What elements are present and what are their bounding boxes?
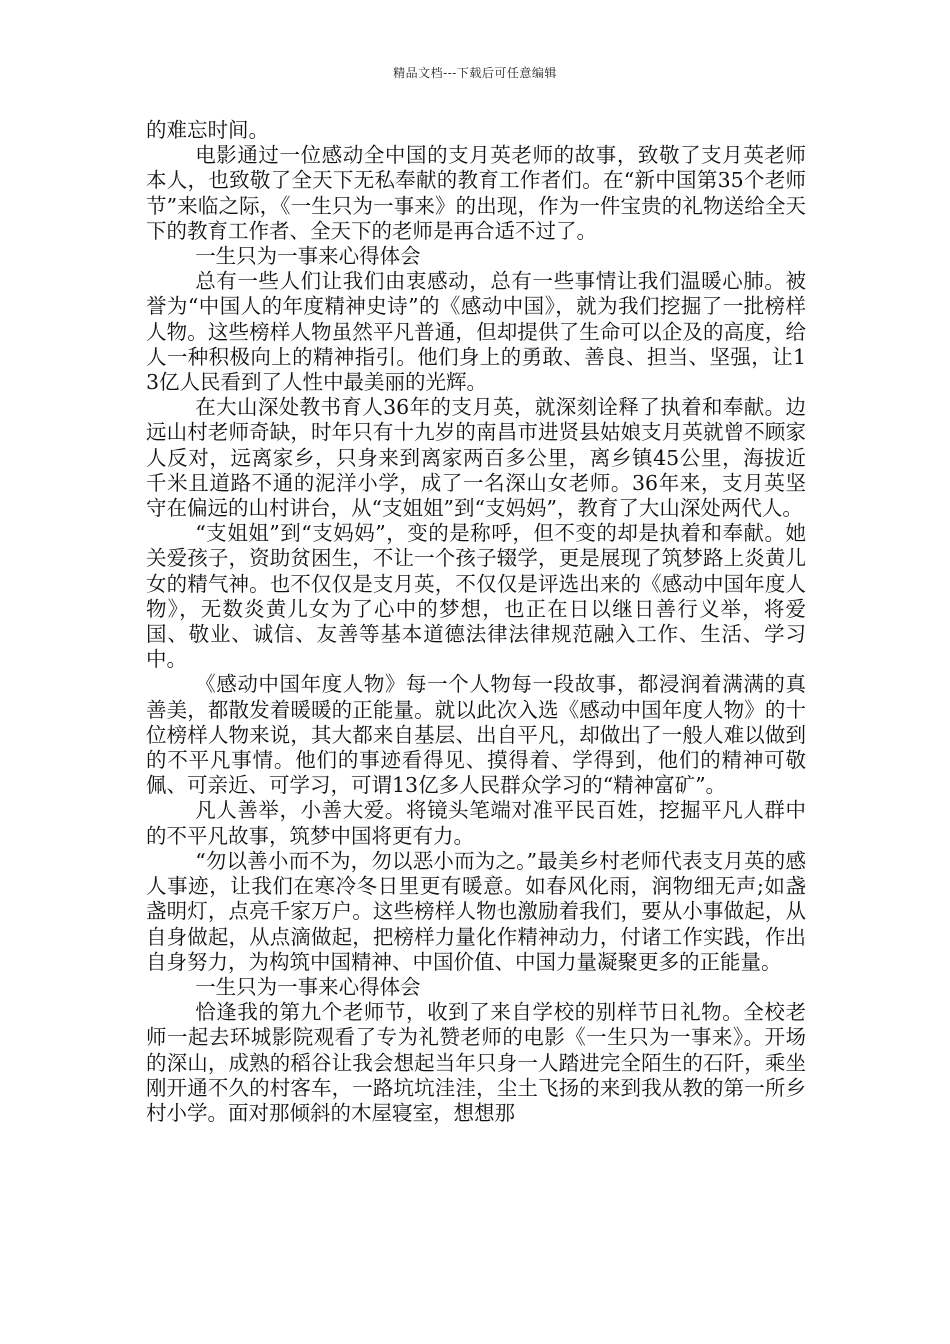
paragraph-continuation: 的难忘时间。 [146, 118, 269, 142]
paragraph: 在大山深处教书育人36年的支月英，就深刻诠释了执着和奉献。边远山村老师奇缺，时年只有十九岁的南昌市进贤县姑娘支月英就曾不顾家人反对，远离家乡，只身来到离家两百多公里，离乡镇45公里，海拔近千米且道路不通的泥洋小学，成了一名深山女老师。36年来，支月英坚守在偏远的山村讲台，从“支姐姐”到“支妈妈”，教育了大山深处两代人。 [146, 395, 806, 521]
paragraph: “支姐姐”到“支妈妈”，变的是称呼，但不变的却是执着和奉献。她关爱孩子，资助贫困生，不让一个孩子辍学，更是展现了筑梦路上炎黄儿女的精气神。也不仅仅是支月英，不仅仅是评选出来的《感动中国年度人物》，无数炎黄儿女为了心中的梦想，也正在日以继日善行义举，将爱国、敬业、诚信、友善等基本道德法律法律规范融入工作、生活、学习中。 [146, 521, 806, 672]
section-heading: 一生只为一事来心得体会 [195, 974, 421, 999]
paragraph: 《感动中国年度人物》每一个人物每一段故事，都浸润着满满的真善美，都散发着暖暖的正能量。就以此次入选《感动中国年度人物》的十位榜样人物来说，其大都来自基层、出自平凡，却做出了一般人难以做到的不平凡事情。他们的事迹看得见、摸得着、学得到，他们的精神可敬佩、可亲近、可学习，可谓13亿多人民群众学习的“精神富矿”。 [146, 672, 806, 798]
document-body [146, 118, 806, 1126]
paragraph: 恰逢我的第九个老师节，收到了来自学校的别样节日礼物。全校老师一起去环城影院观看了专为礼赞老师的电影《一生只为一事来》。开场的深山，成熟的稻谷让我会想起当年只身一人踏进完全陌生的石阡，乘坐刚开通不久的村客车，一路坑坑洼洼，尘土飞扬的来到我从教的第一所乡村小学。面对那倾斜的木屋寝室，想想那 [146, 1000, 806, 1125]
section-heading: 一生只为一事来心得体会 [195, 244, 421, 269]
paragraph: 总有一些人们让我们由衷感动，总有一些事情让我们温暖心肺。被誉为“中国人的年度精神史诗”的《感动中国》，就为我们挖掘了一批榜样人物。这些榜样人物虽然平凡普通，但却提供了生命可以企及的高度，给人一种积极向上的精神指引。他们身上的勇敢、善良、担当、坚强，让13亿人民看到了人性中最美丽的光辉。 [146, 269, 806, 395]
page-header: 精品文档---下载后可任意编辑 [393, 66, 557, 80]
paragraph: “勿以善小而不为，勿以恶小而为之。”最美乡村老师代表支月英的感人事迹，让我们在寒冷冬日里更有暖意。如春风化雨，润物细无声;如盏盏明灯，点亮千家万户。这些榜样人物也激励着我们，要从小事做起，从自身做起，从点滴做起，把榜样力量化作精神动力，付诸工作实践，作出自身努力，为构筑中国精神、中国价值、中国力量凝聚更多的正能量。 [146, 848, 806, 974]
paragraph: 凡人善举，小善大爱。将镜头笔端对准平民百姓，挖掘平凡人群中的不平凡故事，筑梦中国将更有力。 [146, 798, 806, 848]
paragraph: 电影通过一位感动全中国的支月英老师的故事，致敬了支月英老师本人，也致敬了全天下无私奉献的教育工作者们。在“新中国第35个老师节”来临之际，《一生只为一事来》的出现，作为一件宝贵的礼物送给全天下的教育工作者、全天下的老师是再合适不过了。 [146, 143, 806, 243]
